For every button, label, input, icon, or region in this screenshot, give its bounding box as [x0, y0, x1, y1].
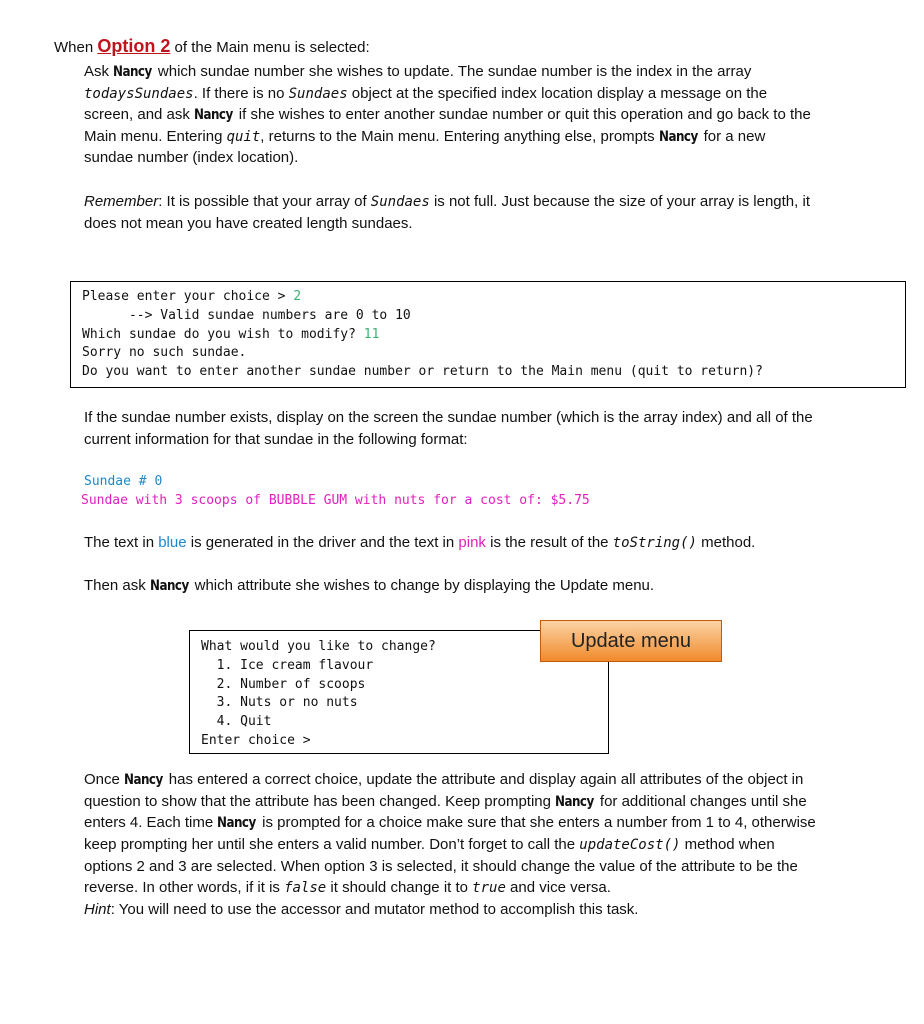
console-output-box: [70, 281, 906, 388]
update-menu-item: 1. Ice cream flavour: [201, 657, 374, 673]
paragraph-color-legend: The text in blue is generated in the driver and the text in pink is the result of the toString() method.: [84, 534, 756, 551]
option-2-link: Option 2: [97, 36, 171, 56]
console-line: Do you want to enter another sundae number or return to the Main menu (quit to return)?: [82, 364, 763, 380]
name-nancy: Nancy: [149, 578, 189, 594]
console-line: Which sundae do you wish to modify? 11: [82, 326, 380, 342]
code-false: false: [284, 880, 327, 896]
name-nancy: Nancy: [217, 815, 257, 831]
update-menu-item: 3. Nuts or no nuts: [201, 695, 358, 711]
console-line: Please enter your choice > 2: [82, 289, 302, 304]
hint-label: Hint: [84, 901, 111, 918]
update-menu-title: What would you like to change?: [201, 639, 436, 654]
name-nancy: Nancy: [194, 107, 233, 123]
code-tostring: toString(): [612, 535, 697, 551]
name-nancy: Nancy: [658, 129, 698, 145]
legend-blue: blue: [158, 534, 187, 551]
heading-suffix: of the Main menu is selected:: [170, 39, 370, 56]
update-menu-item: 4. Quit: [201, 714, 272, 730]
code-todays-sundaes: todaysSundaes: [84, 86, 194, 102]
update-menu-prompt: Enter choice >: [201, 732, 311, 748]
remember-label: Remember: [84, 193, 159, 210]
name-nancy: Nancy: [124, 772, 163, 788]
code-sundaes: Sundaes: [288, 86, 348, 102]
console-line: Sorry no such sundae.: [82, 345, 247, 361]
console-line: --> Valid sundae numbers are 0 to 10: [82, 307, 411, 323]
heading-prefix: When: [54, 39, 98, 56]
code-update-cost: updateCost(): [579, 837, 681, 853]
sample-driver-line: Sundae # 0: [84, 474, 163, 489]
sample-tostring-line: Sundae with 3 scoops of BUBBLE GUM with nuts for a cost of: $5.75: [81, 493, 590, 508]
update-menu-badge: Update menu: [540, 620, 722, 662]
section-heading: [54, 36, 370, 59]
code-quit: quit: [226, 129, 261, 145]
name-nancy: Nancy: [113, 64, 152, 80]
code-true: true: [472, 880, 506, 896]
update-menu-item: 2. Number of scoops: [201, 676, 366, 692]
paragraph-update-menu-intro: Then ask Nancy which attribute she wishes to change by displaying the Update menu.: [84, 575, 654, 598]
legend-pink: pink: [458, 534, 486, 551]
name-nancy: Nancy: [555, 794, 594, 810]
